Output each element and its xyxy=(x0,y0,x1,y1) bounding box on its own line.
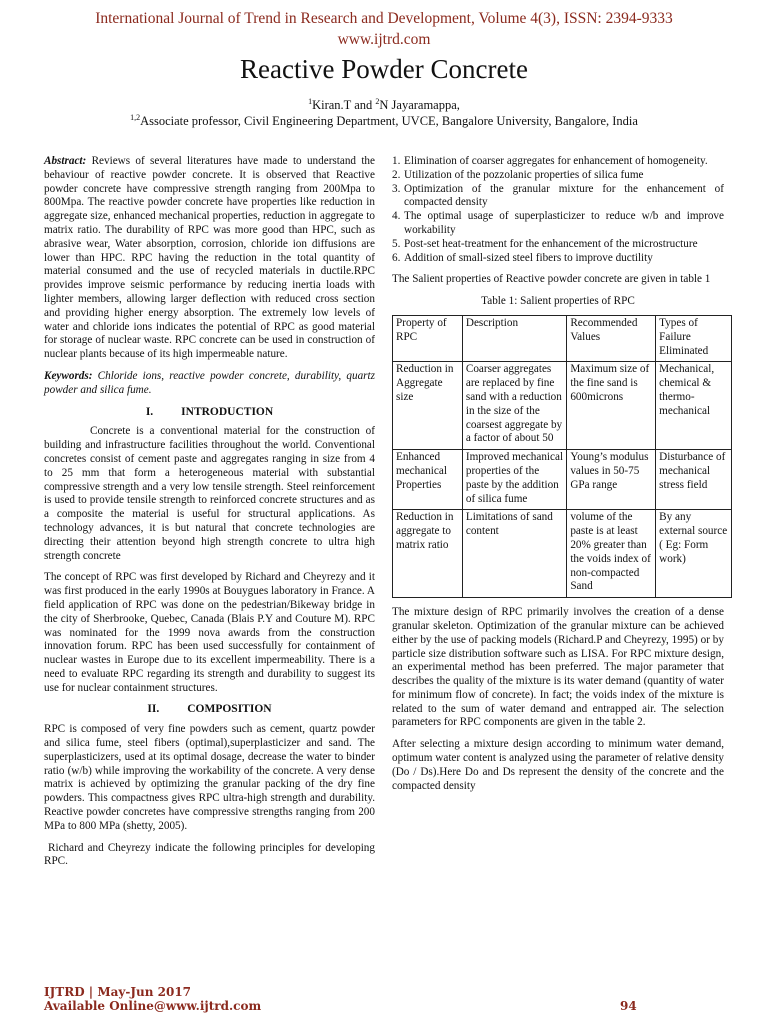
table-cell: Disturbance of mechanical stress field xyxy=(656,450,732,510)
journal-url[interactable]: www.ijtrd.com xyxy=(337,31,431,48)
authors xyxy=(0,97,768,113)
table-cell: Coarser aggregates are replaced by fine sand with a reduction in the size of the coarsest aggregate by a factor of about 50 xyxy=(462,362,566,450)
keywords-label: Keywords: xyxy=(44,369,93,382)
author-1: Kiran.T and xyxy=(312,98,376,112)
list-item: 6. Addition of small-sized steel fibers to improve ductility xyxy=(392,251,653,264)
table-cell: Improved mechanical properties of the paste by the addition of silica fume xyxy=(462,450,566,510)
affiliation-sup: 1,2 xyxy=(130,112,141,122)
footer xyxy=(44,985,261,1013)
abstract-label: Abstract: xyxy=(44,155,87,167)
journal-header xyxy=(0,8,768,50)
principles-list xyxy=(392,155,724,265)
table-cell: Reduction in aggregate to matrix ratio xyxy=(393,510,463,598)
table-row xyxy=(393,362,732,450)
table-cell: Limitations of sand content xyxy=(462,510,566,598)
page-number: 94 xyxy=(620,999,637,1013)
affiliation xyxy=(0,113,768,129)
intro-paragraph-1: Concrete is a conventional material for the construction of building and infrastructure facilities throughout the world. Conventional concretes consist of cement paste and aggregates ranging in size from 4 to 25 mm that form a heterogeneous material with substantial compressive strength and a very low tensile strength. Steel reinforcement is used to provide tensile strength to reinforced concrete structures and as a composite the material is useful for structural applications. As technology advances, it is but natural that concrete technologies are directing their attention beyond high strength concrete to ultra high strength concrete xyxy=(44,425,375,562)
composition-paragraph-2: Richard and Cheyrezy indicate the following principles for developing RPC. xyxy=(44,841,375,868)
author-2: N Jayaramappa, xyxy=(379,98,460,112)
section-heading-composition xyxy=(44,703,375,717)
table-cell: Young’s modulus values in 50-75 GPa range xyxy=(567,450,656,510)
section-number: II. xyxy=(147,703,160,716)
table-header-cell: Description xyxy=(462,315,566,361)
list-item: 1. Elimination of coarser aggregates for enhancement of homogeneity. xyxy=(392,155,708,167)
table-header-row xyxy=(393,315,732,361)
list-item: 2. Utilization of the pozzolanic properties of silica fume xyxy=(392,168,644,181)
abstract-text: Reviews of several literatures have made to understand the behaviour of reactive powder concrete. It is observed that Reactive powder concrete have compressive strength ranging from 200Mpa to 800Mpa. The reactive powder concrete have properties like reduction in aggregate size, enhanced mechanical properties, reduction in aggregate to matrix ratio. The durability of RPC was more good than HPC, such as abrasive wear, Water absorption, corrosion, chloride ion diffusions are lower than HPC. RPC having the reduction in the total quantity of material consumed and the use of recycled materials in ductile.RPC provides improve seismic performance by reducing inertia loads with lighter members, allowing larger deflection with reduced cross section and providing higher energy absorption. The extremely low levels of water and chloride ions indicates the potential of RPC as good material for storage of nuclear waste. RPC concrete can be used in construction of nuclear plants because of its high impermeable nature. xyxy=(44,155,375,361)
list-item: 3. Optimization of the granular mixture for the enhancement of compacted density xyxy=(392,182,724,209)
section-heading-introduction xyxy=(44,406,375,420)
composition-paragraph-1: RPC is composed of very fine powders such as cement, quartz powder and silica fume, steel fibers (optimal),superplasticizer and sand. The superplasticizers, used at its optimal dosage, decrease the water to binder ratio (w/b) while improving the workability of the concrete. A very dense matrix is achieved by optimizing the granular packing of the dry fine powders. This compactness gives RPC ultra-high strength and durability. Reactive powder concretes have compressive strengths ranging from 200 MPa to 800 MPa (shetty, 2005). xyxy=(44,723,375,832)
paper-title: Reactive Powder Concrete xyxy=(240,54,528,84)
table-header-cell: Recommended Values xyxy=(567,315,656,361)
left-column xyxy=(44,155,375,869)
list-item: 4. The optimal usage of superplasticizer to reduce w/b and improve workability xyxy=(392,210,724,236)
section-title: COMPOSITION xyxy=(187,703,272,716)
table-cell: Enhanced mechanical Properties xyxy=(393,450,463,510)
abstract xyxy=(44,155,375,362)
table-cell: Reduction in Aggregate size xyxy=(393,362,463,450)
table-cell: Mechanical, chemical & thermo-mechanical xyxy=(656,362,732,450)
table-cell: volume of the paste is at least 20% greater than the voids index of non-compacted Sand xyxy=(567,510,656,598)
keywords xyxy=(44,370,375,398)
footer-online: Available Online@www.ijtrd.com xyxy=(44,999,262,1013)
right-column xyxy=(392,155,728,793)
journal-title: International Journal of Trend in Research and Development, Volume 4(3), ISSN: 2394-9333 xyxy=(95,10,673,27)
keywords-text: Chloride ions, reactive powder concrete, durability, quartz powder and silica fume. xyxy=(44,369,375,396)
section-number: I. xyxy=(145,405,154,418)
author-sup-2: 2 xyxy=(375,96,380,106)
salient-intro: The Salient properties of Reactive powder concrete are given in table 1 xyxy=(392,273,711,286)
affiliation-text: Associate professor, Civil Engineering Department, UVCE, Bangalore University, Bangalore, India xyxy=(140,114,638,128)
mixture-paragraph-2: After selecting a mixture design according to minimum water demand, optimum water content is analyzed using the parameter of relative density (Do / Ds).Here Do and Ds represent the density of the concrete and the compacted density xyxy=(392,738,724,792)
mixture-paragraph-1: The mixture design of RPC primarily involves the creation of a dense granular skeleton. Optimization of the granular mixture can be achieved either by the use of packing models (Richard.P and Cheyrezy, 1995) or by particle size distribution software such as LISA. For RPC mixture design, an experimental method has been preferred. The major parameter that describes the quality of the mixture is its water demand (quantity of water for minimum flow of concrete). In fact; the voids index of the mixture is related to the sum of water demand and entrapped air. The selection parameters for RPC components are given in the table 2. xyxy=(392,606,724,729)
author-sup-1: 1 xyxy=(308,96,313,106)
table-cell: Maximum size of the fine sand is 600microns xyxy=(567,362,656,450)
intro-paragraph-2: The concept of RPC was first developed by Richard and Cheyrezy and it was first produced in the early 1990s at Bouygues laboratory in France. A field application of RPC was done on the pedestrian/Bikeway bridge in the city of Sherbrooke, Quebec, Canada (Blais P.Y and Couture M). RPC was nominated for the 1999 nova awards from the construction innovation forum. RPC has been used successfully for containment of nuclear wastes in Europe due to its excellent impermeability. There is a need to evaluate RPC regarding its strength and durability to suggest its use for nuclear containment structures. xyxy=(44,571,375,694)
table-row xyxy=(393,510,732,598)
table-row xyxy=(393,450,732,510)
table-header-cell: Property of RPC xyxy=(393,315,463,361)
section-title: INTRODUCTION xyxy=(181,405,274,418)
list-item: 5. Post-set heat-treatment for the enhancement of the microstructure xyxy=(392,237,698,250)
footer-issue: IJTRD | May-Jun 2017 xyxy=(44,985,192,999)
table-caption: Table 1: Salient properties of RPC xyxy=(481,295,635,308)
table-cell: By any external source ( Eg: Form work) xyxy=(656,510,732,598)
table-header-cell: Types of Failure Eliminated xyxy=(656,315,732,361)
properties-table xyxy=(392,315,732,598)
